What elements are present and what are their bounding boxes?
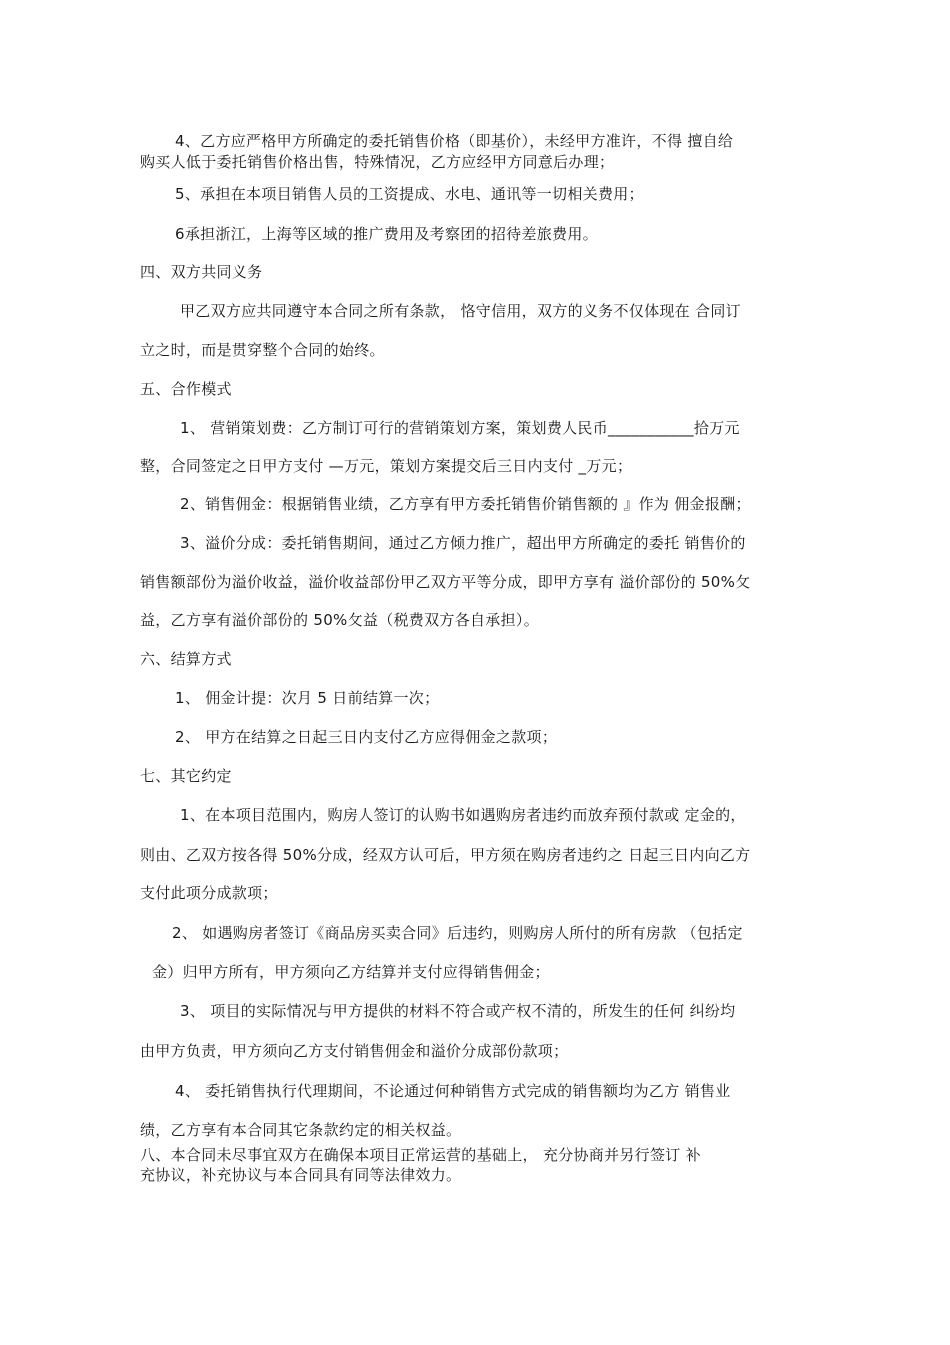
section-heading: 八、本合同未尽事宜双方在确保本项目正常运营的基础上， 充分协商并另行签订 补 <box>140 1146 701 1164</box>
text-line: 2、 如遇购房者签订《商品房买卖合同》后违约，则购房人所付的所有房款 （包括定 <box>172 924 743 942</box>
text-line: 充协议，补充协议与本合同具有同等法律效力。 <box>140 1166 462 1184</box>
text-line: 5、承担在本项目销售人员的工资提成、水电、通讯等一切相关费用； <box>175 185 644 203</box>
section-heading: 四、双方共同义务 <box>140 263 263 281</box>
text-line: 绩，乙方享有本合同其它条款约定的相关权益。 <box>140 1121 462 1139</box>
text-line: 益，乙方享有溢价部份的 50%攵益（税费双方各自承担）。 <box>140 611 540 629</box>
section-heading: 六、结算方式 <box>140 650 232 668</box>
text-line: 1、在本项目范围内，购房人签订的认购书如遇购房者违约而放弃预付款或 定金的， <box>180 806 746 824</box>
text-line: 整，合同签定之日甲方支付 —万元，策划方案提交后三日内支付 _万元； <box>140 457 633 475</box>
text-line: 6承担浙江，上海等区域的推广费用及考察团的招待差旅费用。 <box>175 225 598 243</box>
text-line: 支付此项分成款项； <box>140 884 278 902</box>
text-line: 立之时，而是贯穿整个合同的始终。 <box>140 341 385 359</box>
text-line: 金）归甲方所有，甲方须向乙方结算并支付应得销售佣金； <box>152 963 550 981</box>
text-line: 则由、乙双方按各得 50%分成，经双方认可后，甲方须在购房者违约之 日起三日内向乙方 <box>140 846 751 864</box>
text-line: 由甲方负责，甲方须向乙方支付销售佣金和溢价分成部份款项； <box>140 1042 569 1060</box>
text-line: 3、 项目的实际情况与甲方提供的材料不符合或产权不清的，所发生的任何 纠纷均 <box>180 1002 736 1020</box>
section-heading: 七、其它约定 <box>140 767 232 785</box>
text-line: 3、溢价分成：委托销售期间，通过乙方倾力推广，超出甲方所确定的委托 销售价的 <box>180 534 746 552</box>
text-line: 2、 甲方在结算之日起三日内支付乙方应得佣金之款项； <box>175 728 558 746</box>
text-line: 销售额部份为溢价收益，溢价收益部份甲乙双方平等分成，即甲方享有 溢价部份的 50%攵 <box>140 573 751 591</box>
text-line: 1、 佣金计提：次月 5 日前结算一次； <box>175 689 440 707</box>
text-line: 购买人低于委托销售价格出售，特殊情况，乙方应经甲方同意后办理； <box>140 153 615 171</box>
text-line: 4、 委托销售执行代理期间，不论通过何种销售方式完成的销售额均为乙方 销售业 <box>175 1082 731 1100</box>
text-line: 甲乙双方应共同遵守本合同之所有条款， 恪守信用，双方的义务不仅体现在 合同订 <box>180 302 741 320</box>
section-heading: 五、合作模式 <box>140 380 232 398</box>
text-line: 4、乙方应严格甲方所确定的委托销售价格（即基价），未经甲方准许，不得 擅自给 <box>175 132 734 150</box>
text-line: 1、 营销策划费：乙方制订可行的营销策划方案，策划费人民币___________拾万元 <box>180 419 740 437</box>
text-line: 2、销售佣金：根据销售业绩，乙方享有甲方委托销售价销售额的 』作为 佣金报酬； <box>180 495 751 513</box>
